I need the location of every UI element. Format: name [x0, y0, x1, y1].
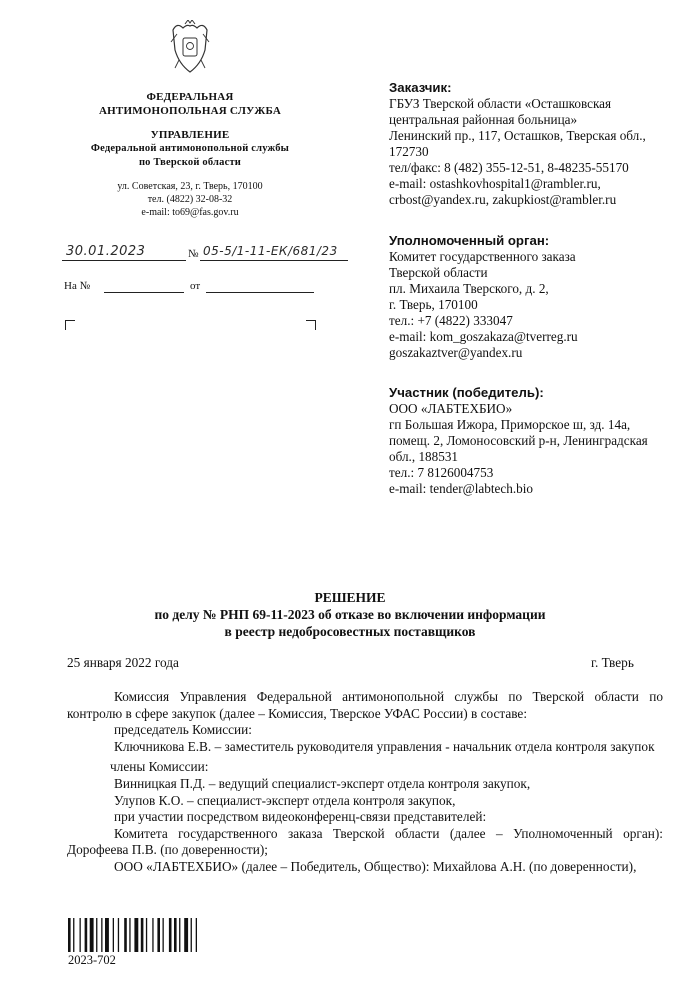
- sender-dept-line: по Тверской области: [138, 157, 242, 168]
- barcode-icon: [68, 918, 230, 952]
- decision-date: 25 января 2022 года: [67, 655, 179, 670]
- number-underline: [200, 260, 348, 261]
- sender-line: АНТИМОНОПОЛЬНАЯ СЛУЖБА: [99, 105, 281, 117]
- authority-heading: Уполномоченный орган:: [389, 233, 550, 248]
- decision-subtitle: по делу № РНП 69-11-2023 об отказе во включении информации: [154, 607, 546, 622]
- video-line: при участии посредством видеоконференц-связи представителей:: [114, 809, 487, 825]
- document-number: 2023-702: [68, 953, 116, 967]
- customer-line: центральная районная больница»: [389, 112, 578, 127]
- authority-line: Тверской области: [389, 265, 488, 280]
- customer-line: тел/факс: 8 (482) 355-12-51, 8-48235-55170: [389, 160, 629, 175]
- sender-phone: тел. (4822) 32-08-32: [147, 194, 233, 205]
- outgoing-date: 30.01.2023: [66, 244, 146, 259]
- chair-member: Ключникова Е.В. – заместитель руководителя управления - начальник отдела контроля закупок: [114, 738, 655, 754]
- sender-line: ФЕДЕРАЛЬНАЯ: [146, 91, 234, 103]
- participant-heading: Участник (победитель):: [389, 385, 544, 400]
- decision-subtitle: в реестр недобросовестных поставщиков: [224, 624, 476, 639]
- body-paragraph: Комиссия Управления Федеральной антимонопольной службы по Тверской области по контролю в сфере закупок (далее – Комиссия, Тверское УФАС России) в составе:: [67, 689, 663, 721]
- state-emblem-icon: [167, 20, 213, 78]
- ref-from-label: от: [190, 280, 201, 292]
- outgoing-number: 05-5/1-11-ЕК/681/23: [203, 244, 338, 258]
- representative-line: Комитета государственного заказа Тверской области (далее – Уполномоченный орган): Дорофеева П.В. (по доверенности);: [67, 825, 663, 858]
- date-underline: [62, 260, 186, 261]
- participant-line: гп Большая Ижора, Приморское ш, зд. 14а,: [389, 417, 631, 432]
- sender-block: [40, 20, 340, 219]
- sender-dept-title: УПРАВЛЕНИЕ: [150, 129, 230, 141]
- members-label: члены Комиссии:: [110, 759, 209, 775]
- participant-line: тел.: 7 8126004753: [389, 465, 494, 480]
- authority-line: goszakaztver@yandex.ru: [389, 345, 523, 360]
- ref-underline: [104, 292, 184, 293]
- decision-title-block: [40, 589, 660, 640]
- participant-line: e-mail: tender@labtech.bio: [389, 481, 533, 496]
- customer-line: 172730: [389, 144, 429, 159]
- authority-line: пл. Михаила Тверского, д. 2,: [389, 281, 549, 296]
- participant-block: [389, 385, 689, 497]
- chair-label: председатель Комиссии:: [114, 722, 252, 738]
- participant-line: помещ. 2, Ломоносовский р-н, Ленинградская: [389, 433, 648, 448]
- authority-block: [389, 233, 689, 361]
- sender-address: ул. Советская, 23, г. Тверь, 170100: [117, 181, 263, 192]
- ref-from-underline: [206, 292, 314, 293]
- member-line: Улупов К.О. – специалист-эксперт отдела контроля закупок,: [114, 792, 456, 808]
- authority-line: тел.: +7 (4822) 333047: [389, 313, 513, 328]
- authority-line: e-mail: kom_goszakaza@tverreg.ru: [389, 329, 578, 344]
- sender-email: e-mail: to69@fas.gov.ru: [141, 207, 239, 218]
- sender-dept-line: Федеральной антимонопольной службы: [90, 143, 290, 154]
- member-line: Винницкая П.Д. – ведущий специалист-эксперт отдела контроля закупок,: [114, 775, 531, 791]
- customer-line: e-mail: ostashkovhospital1@rambler.ru,: [389, 176, 601, 191]
- participant-line: ООО «ЛАБТЕХБИО»: [389, 401, 513, 416]
- address-corner-right: [306, 320, 316, 330]
- ref-label: На №: [64, 280, 91, 292]
- decision-body: [67, 689, 663, 876]
- customer-line: crbost@yandex.ru, zakupkiost@rambler.ru: [389, 192, 617, 207]
- customer-block: [389, 80, 689, 208]
- number-label: №: [188, 248, 199, 260]
- decision-title: РЕШЕНИЕ: [314, 590, 386, 605]
- decision-city: г. Тверь: [591, 655, 634, 670]
- customer-line: ГБУЗ Тверской области «Осташковская: [389, 96, 612, 111]
- authority-line: Комитет государственного заказа: [389, 249, 576, 264]
- customer-line: Ленинский пр., 117, Осташков, Тверская обл.,: [389, 128, 646, 143]
- participant-line: обл., 188531: [389, 449, 459, 464]
- representative-line: ООО «ЛАБТЕХБИО» (далее – Победитель, Общество): Михайлова А.Н. (по доверенности),: [114, 858, 637, 874]
- customer-heading: Заказчик:: [389, 80, 452, 95]
- address-corner-left: [65, 320, 75, 330]
- authority-line: г. Тверь, 170100: [389, 297, 478, 312]
